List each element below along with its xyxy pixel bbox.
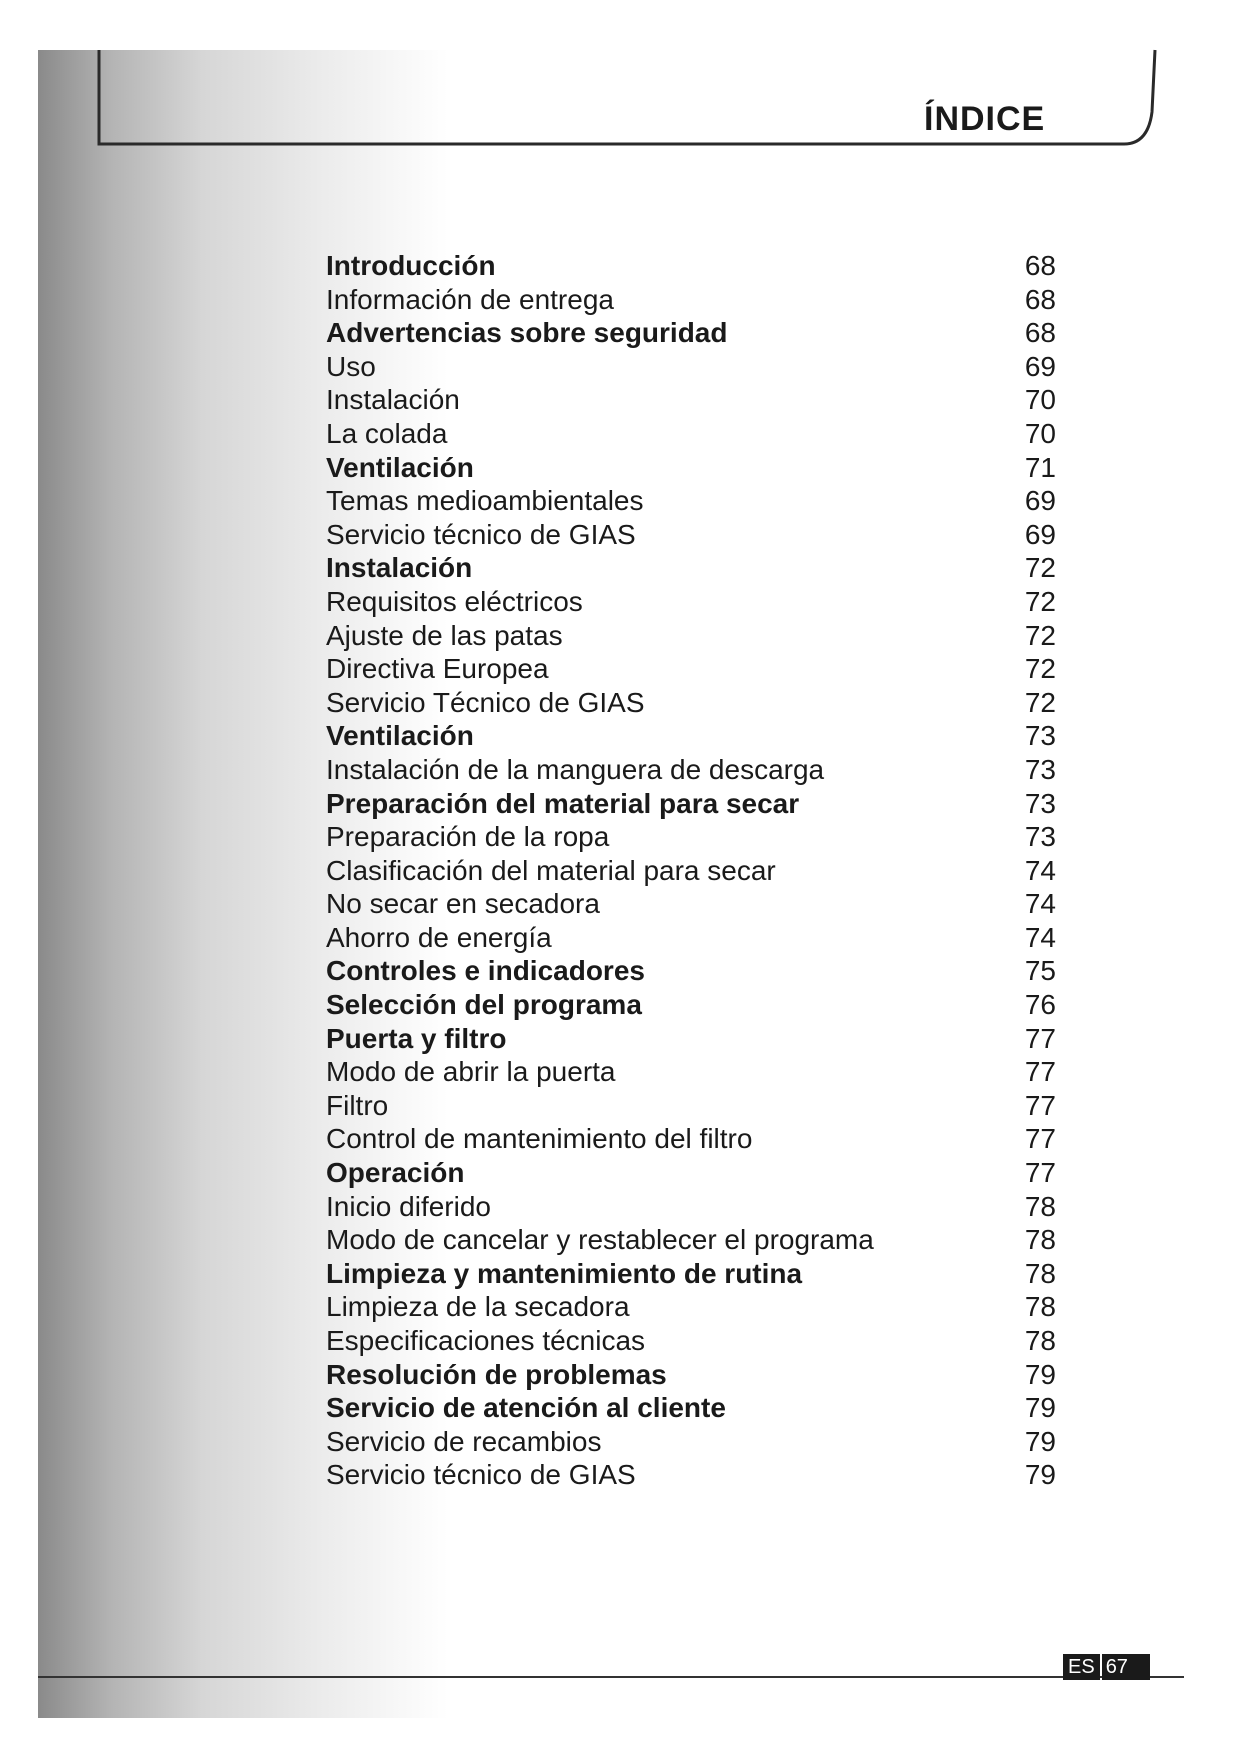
toc-entry [326, 619, 1056, 653]
toc-entry-page: 77 [1024, 1123, 1056, 1155]
toc-entry-page: 78 [1024, 1291, 1056, 1323]
toc-entry-label: Filtro [326, 1089, 389, 1121]
toc-entry-page: 69 [1024, 518, 1056, 550]
toc-entry-label: Ahorro de energía [326, 921, 552, 953]
toc-entry-label: Preparación del material para secar [326, 787, 800, 819]
toc-entry-label: Modo de abrir la puerta [326, 1056, 616, 1088]
toc-entry-page: 73 [1024, 753, 1056, 785]
toc-entry [326, 686, 1056, 720]
toc-entry [326, 518, 1056, 552]
toc-entry [326, 887, 1056, 921]
toc-entry [326, 988, 1056, 1022]
toc-entry-label: Directiva Europea [326, 653, 549, 685]
toc-entry [326, 484, 1056, 518]
toc-entry-label: Ventilación [326, 451, 474, 483]
toc-entry-page: 69 [1024, 485, 1056, 517]
page-title: ÍNDICE [924, 100, 1046, 138]
toc-entry-label: Servicio de atención al cliente [326, 1392, 726, 1424]
toc-entry-label: Inicio diferido [326, 1190, 491, 1222]
toc-entry [326, 854, 1056, 888]
toc-entry-label: Temas medioambientales [326, 485, 644, 517]
toc-entry-page: 79 [1024, 1459, 1056, 1491]
toc-entry [326, 1223, 1056, 1257]
toc-entry-page: 78 [1024, 1224, 1056, 1256]
toc-entry-label: No secar en secadora [326, 888, 600, 920]
toc-entry [326, 1022, 1056, 1056]
toc-entry [326, 283, 1056, 317]
toc-entry-label: Servicio técnico de GIAS [326, 518, 636, 550]
toc-entry-label: Servicio de recambios [326, 1425, 602, 1457]
page-badge [1063, 1654, 1150, 1680]
toc-entry [326, 1358, 1056, 1392]
toc-entry-label: Limpieza y mantenimiento de rutina [326, 1257, 803, 1289]
toc-entry-page: 77 [1024, 1089, 1056, 1121]
toc-entry [326, 1391, 1056, 1425]
toc-entry [326, 652, 1056, 686]
toc-entry-label: Limpieza de la secadora [326, 1291, 630, 1323]
toc-entry [326, 417, 1056, 451]
toc-entry [326, 921, 1056, 955]
toc-entry-label: Servicio técnico de GIAS [326, 1459, 636, 1491]
toc-entry-page: 74 [1024, 888, 1056, 920]
language-code: ES [1063, 1654, 1100, 1680]
toc-entry-label: La colada [326, 417, 448, 449]
toc-entry [326, 551, 1056, 585]
toc-entry [326, 1122, 1056, 1156]
toc-entry-page: 77 [1024, 1157, 1056, 1189]
toc-entry [326, 350, 1056, 384]
toc-entry-label: Información de entrega [326, 283, 614, 315]
toc-entry [326, 1324, 1056, 1358]
toc-entry-label: Uso [326, 350, 376, 382]
toc-entry [326, 753, 1056, 787]
toc-entry-page: 70 [1024, 417, 1056, 449]
toc-entry-page: 73 [1024, 787, 1056, 819]
toc-entry [326, 1290, 1056, 1324]
toc-entry-label: Instalación [326, 384, 460, 416]
toc-entry-label: Selección del programa [326, 989, 642, 1021]
toc-entry-label: Instalación [326, 552, 473, 584]
toc-entry-label: Introducción [326, 250, 496, 281]
toc-entry-page: 72 [1024, 552, 1056, 584]
toc-entry [326, 1156, 1056, 1190]
toc-entry [326, 585, 1056, 619]
toc-entry-label: Ventilación [326, 720, 474, 752]
toc-entry-page: 70 [1024, 384, 1056, 416]
toc-entry-page: 73 [1024, 821, 1056, 853]
toc-entry-label: Instalación de la manguera de descarga [326, 753, 825, 785]
toc-entry-page: 68 [1024, 317, 1056, 349]
toc-entry-page: 79 [1024, 1358, 1056, 1390]
toc-entry-label: Puerta y filtro [326, 1022, 507, 1054]
toc-entry-label: Clasificación del material para secar [326, 854, 776, 886]
toc-entry-page: 75 [1024, 955, 1056, 987]
toc-entry [326, 1190, 1056, 1224]
toc-entry-label: Preparación de la ropa [326, 821, 610, 853]
toc-entry [326, 249, 1056, 283]
toc-entry-label: Resolución de problemas [326, 1358, 667, 1390]
toc-entry-label: Ajuste de las patas [326, 619, 563, 651]
toc-entry-page: 79 [1024, 1425, 1056, 1457]
toc-entry-page: 68 [1024, 250, 1056, 281]
toc-entry [326, 1458, 1056, 1492]
toc-entry-page: 69 [1024, 350, 1056, 382]
toc-entry [326, 1257, 1056, 1291]
toc-entry-page: 78 [1024, 1190, 1056, 1222]
toc-entry-label: Operación [326, 1157, 465, 1189]
toc-entry-page: 78 [1024, 1257, 1056, 1289]
footer-rule [38, 1676, 1184, 1678]
toc-entry-page: 72 [1024, 686, 1056, 718]
toc-entry-label: Especificaciones técnicas [326, 1325, 646, 1356]
toc-entry [326, 1089, 1056, 1123]
toc-entry-page: 77 [1024, 1056, 1056, 1088]
toc-entry-page: 71 [1024, 451, 1056, 483]
toc-entry-page: 72 [1024, 585, 1056, 617]
toc-entry-label: Requisitos eléctricos [326, 585, 583, 617]
table-of-contents [326, 249, 1056, 1492]
toc-entry-page: 72 [1024, 619, 1056, 651]
toc-entry-page: 78 [1024, 1325, 1056, 1356]
toc-entry-label: Servicio Técnico de GIAS [326, 686, 645, 718]
toc-entry [326, 954, 1056, 988]
toc-entry-label: Advertencias sobre seguridad [326, 317, 728, 349]
toc-entry-page: 76 [1024, 989, 1056, 1021]
toc-entry [326, 316, 1056, 350]
toc-entry [326, 787, 1056, 821]
toc-entry [326, 820, 1056, 854]
toc-entry-page: 72 [1024, 653, 1056, 685]
toc-entry-label: Modo de cancelar y restablecer el programa [326, 1224, 874, 1256]
page-number: 67 [1102, 1654, 1150, 1680]
toc-entry-page: 77 [1024, 1022, 1056, 1054]
toc-entry-label: Control de mantenimiento del filtro [326, 1123, 753, 1155]
toc-entry-page: 79 [1024, 1392, 1056, 1424]
toc-entry [326, 1055, 1056, 1089]
toc-entry-label: Controles e indicadores [326, 955, 645, 987]
header-frame [0, 0, 1241, 170]
toc-entry [326, 719, 1056, 753]
toc-entry-page: 68 [1024, 283, 1056, 315]
toc-entry [326, 383, 1056, 417]
toc-entry-page: 74 [1024, 854, 1056, 886]
toc-entry-page: 74 [1024, 921, 1056, 953]
toc-entry [326, 1425, 1056, 1459]
toc-entry-page: 73 [1024, 720, 1056, 752]
toc-entry [326, 451, 1056, 485]
